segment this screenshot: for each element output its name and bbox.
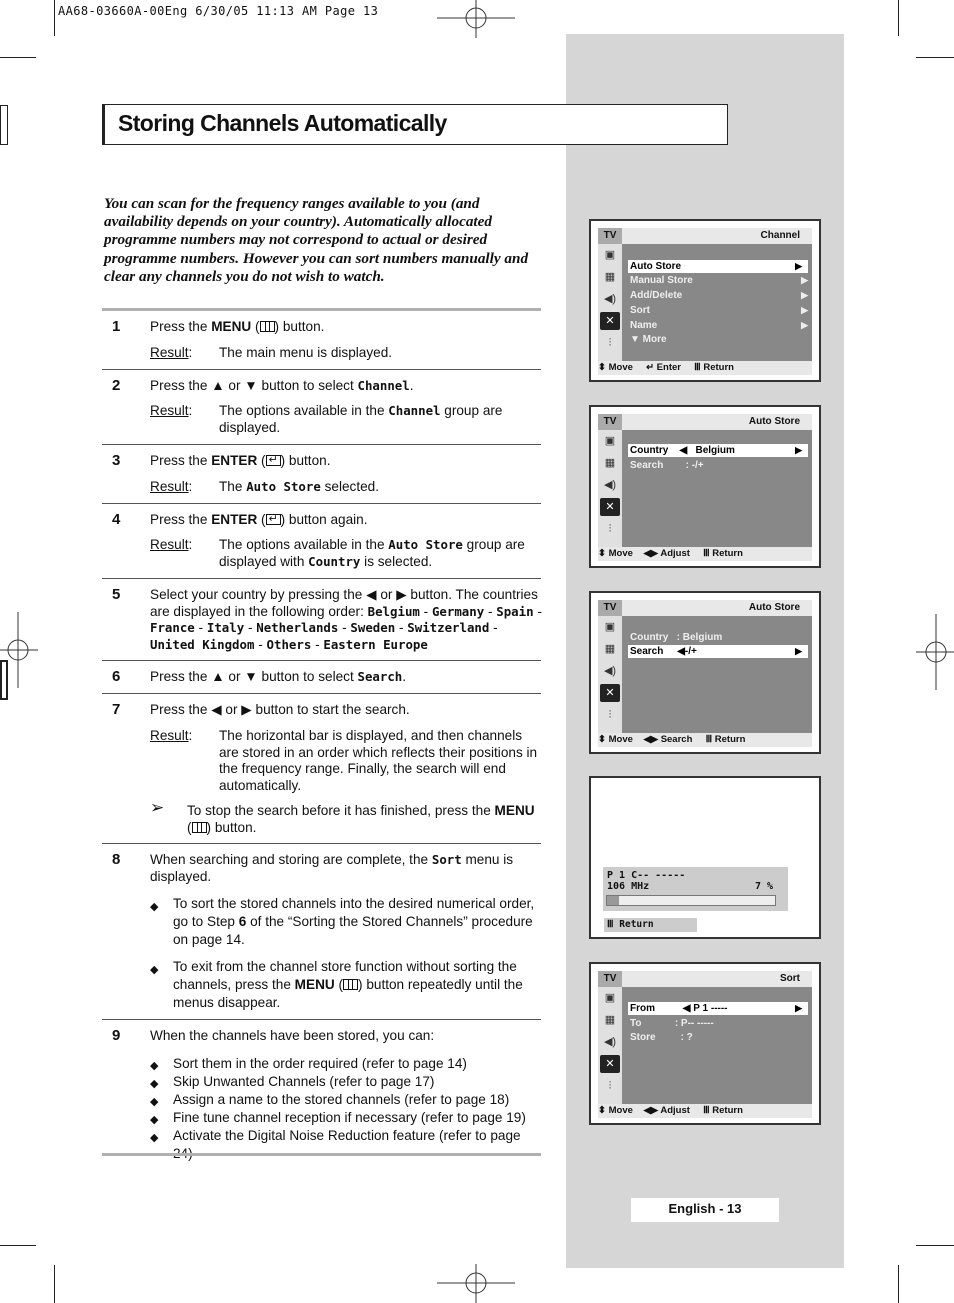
result-label: Result: <box>150 537 193 552</box>
progress-frequency: 106 MHz <box>607 881 650 892</box>
result-label: Result: <box>150 403 193 418</box>
progress-channel: P 1 C-- ----- <box>607 870 686 881</box>
step-divider <box>102 1019 541 1020</box>
crop-mark <box>0 1245 36 1246</box>
enter-icon <box>266 514 281 525</box>
progress-bar <box>606 895 776 906</box>
osd-menu-item[interactable]: Sort ▶ <box>630 305 808 316</box>
country-name: France <box>150 620 195 636</box>
sound-icon: ◀) <box>603 479 617 491</box>
progress-percent: 7 % <box>755 881 774 892</box>
step-9-bullet: Sort them in the order required (refer to page 14) <box>173 1056 467 1071</box>
osd-icon-column <box>598 244 622 361</box>
intro-paragraph: You can scan for the frequency ranges available to you (and availability depends on your country). Automatically allocated programme numbers may not correspond to actual or desired programme numbers. However you can sort numbers manually and clear any channels you do not wish to watch. <box>104 195 529 285</box>
step-1-text: Press the MENU ( ) button. <box>150 319 325 334</box>
step-divider <box>102 843 541 844</box>
step-number: 7 <box>112 701 121 718</box>
osd-to-row[interactable]: To : P-- ----- <box>630 1018 714 1029</box>
osd-sort-menu <box>589 962 821 1125</box>
progress-fill <box>607 896 619 905</box>
country-list: Belgium - Germany - Spain - France - Italy - Netherlands - Sweden - Switzerland - United Kingdom - Others - Eastern Europe <box>150 603 542 652</box>
registration-mark <box>437 1262 517 1303</box>
osd-icon-column <box>598 616 622 733</box>
function-icon: ⫶ <box>608 1080 612 1092</box>
result-label: Result: <box>150 728 193 743</box>
result-label: Result: <box>150 479 193 494</box>
bullet-icon: ◆ <box>150 901 159 913</box>
step-9-bullet: Assign a name to the stored channels (refer to page 18) <box>173 1092 510 1107</box>
step-9-bullet: Skip Unwanted Channels (refer to page 17) <box>173 1074 435 1089</box>
osd-auto-store-search <box>589 591 821 754</box>
bullet-icon: ◆ <box>150 964 159 976</box>
step-number: 2 <box>112 377 121 394</box>
menu-icon <box>192 822 207 833</box>
result-label: Result: <box>150 345 193 360</box>
setup-icon: ▦ <box>604 457 616 469</box>
osd-menu-item[interactable]: ▼ More <box>630 334 667 345</box>
bullet-icon: ◆ <box>150 1078 159 1090</box>
crop-mark <box>898 0 899 36</box>
osd-country-row[interactable]: Country : Belgium <box>630 632 723 643</box>
step-number: 4 <box>112 511 121 528</box>
step-number: 8 <box>112 851 121 868</box>
bullet-icon: ◆ <box>150 1096 159 1108</box>
enter-icon <box>266 455 281 466</box>
osd-tv-label: TV <box>598 228 622 244</box>
registration-mark <box>437 0 517 40</box>
menu-icon <box>343 979 358 990</box>
step-2-result: The options available in the Channel group are displayed. <box>219 403 503 435</box>
step-divider <box>102 369 541 370</box>
step-9-bullet: Fine tune channel reception if necessary (refer to page 19) <box>173 1110 526 1125</box>
osd-tv-label: TV <box>598 414 622 430</box>
sound-icon: ◀) <box>603 665 617 677</box>
osd-title: Channel <box>760 230 800 241</box>
osd-search-progress <box>589 776 821 939</box>
country-name: Netherlands <box>256 620 339 636</box>
return-label: Ⅲ Return <box>604 918 697 932</box>
osd-menu-item[interactable]: Manual Store ▶ <box>630 275 808 286</box>
step-divider <box>102 693 541 694</box>
step-6-text: Press the ▲ or ▼ button to select Search. <box>150 669 407 684</box>
registration-mark <box>0 610 40 690</box>
bullet-icon: ◆ <box>150 1060 159 1072</box>
osd-store-row[interactable]: Store : ? <box>630 1032 693 1043</box>
step-divider <box>102 660 541 661</box>
step-number: 9 <box>112 1027 121 1044</box>
osd-menu-item[interactable]: Name ▶ <box>630 320 808 331</box>
osd-channel-menu <box>589 219 821 382</box>
osd-icon-column <box>598 430 622 547</box>
step-number: 3 <box>112 452 121 469</box>
sound-icon: ◀) <box>603 293 617 305</box>
side-mark <box>0 105 8 145</box>
country-name: Italy <box>206 620 245 636</box>
osd-auto-store-country <box>589 405 821 568</box>
step-number: 5 <box>112 586 121 603</box>
osd-title: Sort <box>780 973 800 984</box>
osd-bottom-bar: ⬍ Move ◀▶ Adjust Ⅲ Return <box>598 547 812 561</box>
crop-mark <box>0 57 36 58</box>
osd-tv-label: TV <box>598 971 622 987</box>
step-1-result: The main menu is displayed. <box>219 345 393 360</box>
osd-country-row[interactable]: Country ◀ Belgium ▶ <box>628 444 808 457</box>
country-name: Belgium <box>367 603 420 619</box>
setup-icon: ▦ <box>604 643 616 655</box>
crop-mark <box>916 1245 954 1246</box>
step-number: 6 <box>112 668 121 685</box>
step-3-text: Press the ENTER (↵ ) button. <box>150 453 542 470</box>
country-name: Sweden <box>350 620 396 636</box>
print-slug: AA68-03660A-00Eng 6/30/05 11:13 AM Page 13 <box>58 4 379 18</box>
osd-bottom-bar: ⬍ Move ◀▶ Search Ⅲ Return <box>598 733 812 747</box>
step-5-text: Select your country by pressing the ◀ or ▶ button. The countries are displayed in the following order: Belgium - Germany - Spain - France - Italy - Netherlands - Sweden - Switzerland - United Kingdom - Others - Eastern Europe <box>150 587 542 652</box>
step-7-text: Press the ◀ or ▶ button to start the search. <box>150 702 410 717</box>
osd-tv-label: TV <box>598 600 622 616</box>
osd-from-row[interactable]: From ◀ P 1 ----- ▶ <box>628 1002 808 1015</box>
picture-icon: ▣ <box>604 992 616 1004</box>
osd-bottom-bar: ⬍ Move ↵ Enter Ⅲ Return <box>598 361 812 375</box>
picture-icon: ▣ <box>604 621 616 633</box>
step-7-note: To stop the search before it has finished, press the MENU ( ) button. <box>187 803 535 835</box>
step-divider <box>102 503 541 504</box>
step-8-text: When searching and storing are complete, the Sort menu is displayed. <box>150 852 514 884</box>
osd-menu-item[interactable]: Add/Delete ▶ <box>630 290 808 301</box>
step-8-bullet: To exit from the channel store function without sorting the channels, press the MENU ( ) button repeatedly until the menus disappear. <box>173 959 523 1010</box>
page-number: English - 13 <box>631 1198 779 1222</box>
country-name: Switzerland <box>407 620 490 636</box>
section-rule <box>102 308 541 311</box>
page-title: Storing Channels Automatically <box>118 110 447 136</box>
setup-icon: ▦ <box>604 1014 616 1026</box>
crop-mark <box>898 1265 899 1303</box>
step-8-bullet: To sort the stored channels into the desired numerical order, go to Step 6 of the “Sorting the Stored Channels” procedure on page 14. <box>173 896 535 947</box>
osd-icon-column <box>598 987 622 1104</box>
step-3-result: The Auto Store selected. <box>219 479 379 494</box>
country-name: Germany <box>431 603 485 619</box>
osd-title: Auto Store <box>748 602 800 613</box>
channel-icon: ✕ <box>600 1055 620 1073</box>
bullet-icon: ◆ <box>150 1132 159 1144</box>
country-name: Spain <box>496 603 534 619</box>
step-4-text: Press the ENTER (↵ ) button again. <box>150 512 542 529</box>
country-name: Eastern Europe <box>323 636 428 652</box>
step-4-result: The options available in the Auto Store group are displayed with Country is selected. <box>219 537 525 569</box>
setup-icon: ▦ <box>604 271 616 283</box>
step-9-bullet: Activate the Digital Noise Reduction feature (refer to page <box>173 1128 521 1143</box>
picture-icon: ▣ <box>604 435 616 447</box>
osd-menu-item[interactable]: Auto Store ▶ <box>628 260 808 273</box>
section-rule <box>102 1153 541 1156</box>
osd-search-row[interactable]: Search : -/+ <box>630 460 704 471</box>
osd-search-row[interactable]: Search ◀-/+ ▶ <box>628 645 808 658</box>
note-arrow-icon: ➢ <box>150 798 165 817</box>
function-icon: ⫶ <box>608 709 612 721</box>
step-divider <box>102 444 541 445</box>
function-icon: ⫶ <box>608 337 612 349</box>
osd-title: Auto Store <box>748 416 800 427</box>
crop-mark <box>54 0 55 36</box>
channel-icon: ✕ <box>600 312 620 330</box>
menu-icon <box>260 321 275 332</box>
osd-bottom-bar: ⬍ Move ◀▶ Adjust Ⅲ Return <box>598 1104 812 1118</box>
channel-icon: ✕ <box>600 684 620 702</box>
function-icon: ⫶ <box>608 523 612 535</box>
crop-mark <box>916 57 954 58</box>
step-2-text: Press the ▲ or ▼ button to select Channel. <box>150 378 414 393</box>
step-divider <box>102 578 541 579</box>
picture-icon: ▣ <box>604 249 616 261</box>
step-9-text: When the channels have been stored, you can: <box>150 1028 435 1043</box>
bullet-icon: ◆ <box>150 1114 159 1126</box>
registration-mark <box>914 612 954 692</box>
step-7-result: The horizontal bar is displayed, and then channels are stored in an order which reflects their positions in the frequency range. Finally, the search will end automatically. <box>219 728 538 793</box>
channel-icon: ✕ <box>600 498 620 516</box>
sound-icon: ◀) <box>603 1036 617 1048</box>
country-name: Others <box>266 636 312 652</box>
crop-mark <box>54 1265 55 1303</box>
country-name: United Kingdom <box>150 636 255 652</box>
step-number: 1 <box>112 318 121 335</box>
